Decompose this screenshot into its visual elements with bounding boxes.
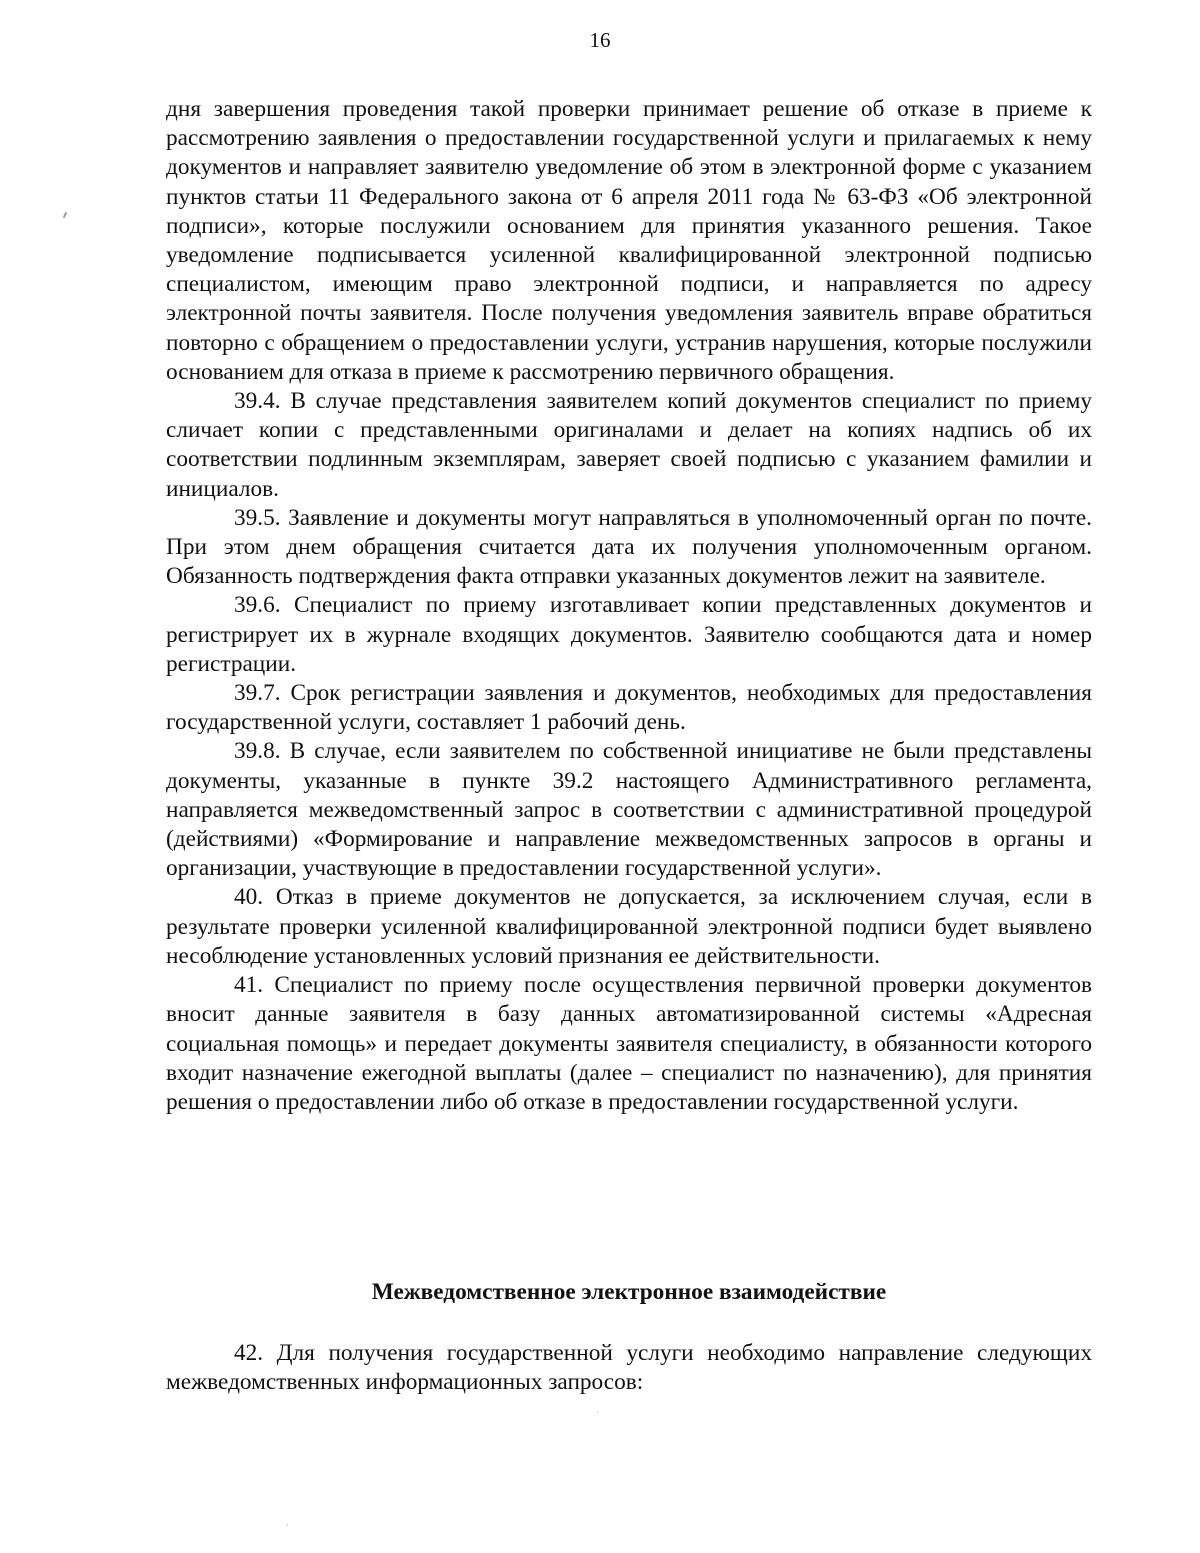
document-body: [166, 95, 1092, 1117]
paragraph-continued: дня завершения проведения такой проверки принимает решение об отказе в приеме к рассмотрению заявления о предоставлении государственной услуги и прилагаемых к нему документов и направляет заявителю уведомление об этом в электронной форме с указанием пунктов статьи 11 Федерального закона от 6 апреля 2011 года № 63-ФЗ «Об электронной подписи», которые послужили основанием для принятия указанного решения. Такое уведомление подписывается усиленной квалифицированной электронной подписью специалистом, имеющим право электронной подписи, и направляется по адресу электронной почты заявителя. После получения уведомления заявитель вправе обратиться повторно с обращением о предоставлении услуги, устранив нарушения, которые послужили основанием для отказа в приеме к рассмотрению первичного обращения.: [166, 96, 1092, 385]
document-body-after-heading: [166, 1339, 1092, 1397]
paragraph-39-5: 39.5. Заявление и документы могут направляться в уполномоченный орган по почте. При этом днем обращения считается дата их получения уполномоченным органом. Обязанность подтверждения факта отправки указанных документов лежит на заявителе.: [166, 504, 1092, 590]
paragraph-41: 41. Специалист по приему после осуществления первичной проверки документов вносит данные заявителя в базу данных автоматизированной системы «Адресная социальная помощь» и передает документы заявителя специалисту, в обязанности которого входит назначение ежегодной выплаты (далее – специалист по назначению), для принятия решения о предоставлении либо об отказе в предоставлении государственной услуги.: [166, 972, 1092, 1115]
scan-dot: [287, 1524, 288, 1525]
paragraph-40: 40. Отказ в приеме документов не допускается, за исключением случая, если в результате проверки усиленной квалифицированной электронной подписи будет выявлено несоблюдение установленных условий признания ее действительности.: [166, 884, 1092, 969]
paragraph-39-6: 39.6. Специалист по приему изготавливает копии представленных документов и регистрирует их в журнале входящих документов. Заявителю сообщаются дата и номер регистрации.: [166, 592, 1092, 677]
scan-dot: [597, 1412, 598, 1413]
paragraph-42: 42. Для получения государственной услуги необходимо направление следующих межведомственных информационных запросов:: [166, 1340, 1092, 1396]
section-heading: Межведомственное электронное взаимодействие: [371, 1279, 887, 1305]
scan-artifact: [63, 212, 67, 218]
paragraph-39-8: 39.8. В случае, если заявителем по собственной инициативе не были представлены документы, указанные в пункте 39.2 настоящего Административного регламента, направляется межведомственный запрос в соответствии с административной процедурой (действиями) «Формирование и направление межведомственных запросов в органы и организации, участвующие в предоставлении государственной услуги».: [166, 738, 1092, 882]
paragraph-39-7: 39.7. Срок регистрации заявления и документов, необходимых для предоставления государственной услуги, составляет 1 рабочий день.: [166, 680, 1092, 736]
paragraph-39-4: 39.4. В случае представления заявителем копий документов специалист по приему сличает копии с представленными оригиналами и делает на копиях надпись об их соответствии подлинным экземплярам, заверяет своей подписью с указанием фамилии и инициалов.: [166, 388, 1092, 502]
page-number: 16: [589, 28, 611, 52]
